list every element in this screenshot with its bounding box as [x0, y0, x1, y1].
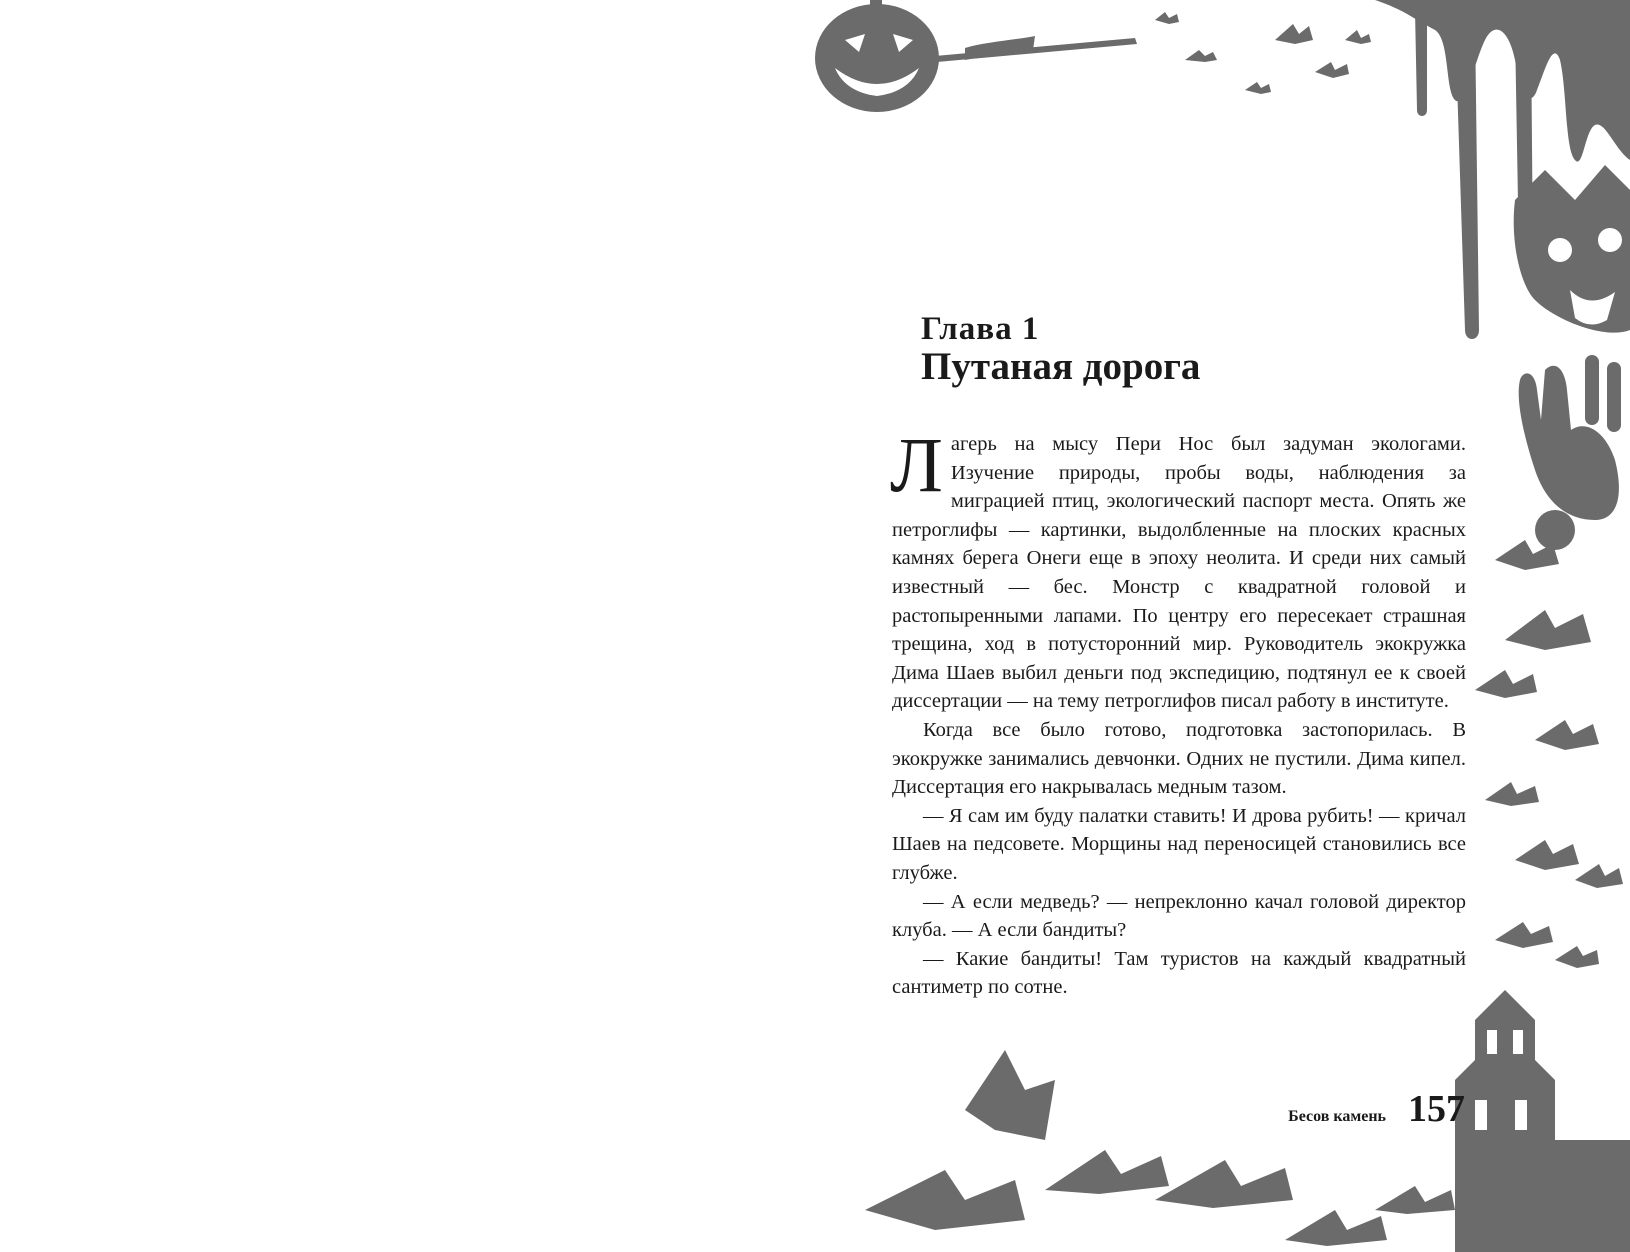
- right-page: [815, 0, 1630, 1252]
- paragraph: [890, 421, 1466, 716]
- running-title: Бесов камень: [1288, 1108, 1386, 1125]
- broom-icon: [935, 36, 1137, 62]
- drop-cap: Л: [890, 421, 943, 508]
- chapter-number: Глава 1: [921, 311, 1040, 347]
- handprint-icon: [1519, 355, 1621, 520]
- cat-icon: [1514, 165, 1630, 333]
- church-tower-icon: [1455, 990, 1630, 1252]
- paragraph: Когда все было готово, подготовка застопорилась. В экокружке занимались девчонки. Одних не пустили. Дима кипел. Диссертация его накрывалась медным тазом.: [892, 718, 1466, 799]
- chapter-body: [890, 421, 1466, 1002]
- paragraph-text: агерь на мысу Пери Нос был задуман экологами. Изучение природы, пробы воды, наблюдения за миграцией птиц, экологический паспорт места. Опять же петроглифы — картинки, выдолбленные на плоских красных камнях берега Онеги еще в эпоху неолита. И среди них самый известный — бес. Монстр с квадратной головой и растопыренными лапами. По центру его пересекает страшная трещина, ход в потусторонний мир. Руководитель экокружка Дима Шаев выбил деньги под экспедицию, подтянул ее к своей диссертации — на тему петроглифов писал работу в институте.: [892, 433, 1466, 713]
- paragraph: — Какие бандиты! Там туристов на каждый квадратный сантиметр по сотне.: [892, 947, 1466, 999]
- page-footer: [1240, 1087, 1465, 1131]
- page-number: 157: [1408, 1088, 1465, 1130]
- jack-o-lantern-icon: [815, 0, 939, 112]
- paragraph: — А если медведь? — непреклонно качал головой директор клуба. — А если бандиты?: [892, 890, 1466, 942]
- bat-icon: [1155, 12, 1371, 94]
- chapter-title: Путаная дорога: [921, 345, 1201, 388]
- paragraph: — Я сам им буду палатки ставить! И дрова рубить! — кричал Шаев на педсовете. Морщины над переносицей становились все глубже.: [892, 804, 1466, 884]
